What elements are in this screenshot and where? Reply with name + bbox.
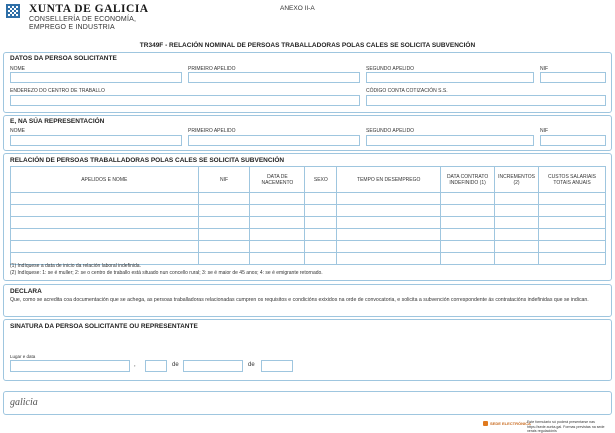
table-cell[interactable] xyxy=(198,217,250,229)
de-separator-2: de xyxy=(248,362,255,368)
galicia-logo: galicia xyxy=(10,397,38,408)
table-cell[interactable] xyxy=(539,193,606,205)
table-cell[interactable] xyxy=(198,241,250,253)
sede-electronica-icon xyxy=(483,421,488,426)
table-row xyxy=(11,193,606,205)
section-title-solicitante: DATOS DA PERSOA SOLICITANTE xyxy=(10,55,117,62)
label-rep-nome: NOME xyxy=(10,128,25,134)
col-sexo: SEXO xyxy=(305,167,337,193)
label-rep-segundo-apelido: SEGUNDO APELIDO xyxy=(366,128,415,134)
table-row xyxy=(11,241,606,253)
label-lugar-data: Lugar e data xyxy=(10,354,36,359)
enderezo-field[interactable] xyxy=(10,95,360,106)
table-cell[interactable] xyxy=(539,229,606,241)
year-field[interactable] xyxy=(261,360,293,372)
table-cell[interactable] xyxy=(250,229,305,241)
table-cell[interactable] xyxy=(250,253,305,265)
table-cell[interactable] xyxy=(11,205,199,217)
lugar-field[interactable] xyxy=(10,360,130,372)
table-cell[interactable] xyxy=(198,229,250,241)
table-cell[interactable] xyxy=(250,241,305,253)
table-cell[interactable] xyxy=(198,193,250,205)
workers-table xyxy=(10,166,606,265)
col-incrementos-line-1: INCREMENTOS xyxy=(498,173,535,180)
table-cell[interactable] xyxy=(11,193,199,205)
col-data-contrato-line-1: DATA CONTRATO xyxy=(446,173,489,180)
table-row xyxy=(11,205,606,217)
footer-box xyxy=(3,391,612,415)
label-nome: NOME xyxy=(10,66,25,72)
table-cell[interactable] xyxy=(11,217,199,229)
col-data-contrato-line-2: INDEFINIDO (1) xyxy=(449,179,486,186)
table-cell[interactable] xyxy=(495,205,539,217)
table-cell[interactable] xyxy=(305,253,337,265)
table-cell[interactable] xyxy=(441,253,495,265)
sede-electronica-label: SEDE ELECTRÓNICA xyxy=(490,421,531,426)
rep-primeiro-apelido-field[interactable] xyxy=(188,135,360,146)
label-rep-nif: NIF xyxy=(540,128,549,134)
nif-field[interactable] xyxy=(540,72,606,83)
table-header-row xyxy=(11,167,606,193)
segundo-apelido-field[interactable] xyxy=(366,72,534,83)
declara-text: Que, como se acredita coa documentación que se achega, as persoas traballadoras relacionadas cumpren os requisitos e condicións exixidos na orde de convocatoria, e solicita a subvención correspondente ás contratacións indefinidas que se indican. xyxy=(10,297,589,303)
rep-segundo-apelido-field[interactable] xyxy=(366,135,534,146)
xunta-logo-icon xyxy=(6,4,20,18)
table-cell[interactable] xyxy=(198,205,250,217)
label-rep-primeiro-apelido: PRIMEIRO APELIDO xyxy=(188,128,236,134)
table-cell[interactable] xyxy=(495,193,539,205)
table-cell[interactable] xyxy=(539,217,606,229)
section-title-relacion: RELACIÓN DE PERSOAS TRABALLADORAS POLAS CALES SE SOLICITA SUBVENCIÓN xyxy=(10,157,285,164)
col-data-nacemento xyxy=(250,167,305,193)
primeiro-apelido-field[interactable] xyxy=(188,72,360,83)
rep-nif-field[interactable] xyxy=(540,135,606,146)
label-segundo-apelido: SEGUNDO APELIDO xyxy=(366,66,415,72)
table-cell[interactable] xyxy=(337,217,441,229)
section-title-representacion: E, NA SÚA REPRESENTACIÓN xyxy=(10,118,105,125)
col-custos-salariais xyxy=(539,167,606,193)
page-header xyxy=(0,0,615,40)
table-cell[interactable] xyxy=(337,229,441,241)
table-cell[interactable] xyxy=(305,193,337,205)
table-cell[interactable] xyxy=(337,205,441,217)
table-cell[interactable] xyxy=(337,193,441,205)
department-line-1: CONSELLERÍA DE ECONOMÍA, xyxy=(29,16,137,23)
footnote-2: (2) Indíquese: 1: se é muller; 2: se o centro de traballo está situado nun concello rural; 3: se é maior de 45 anos; 4: se é emigrante retornado. xyxy=(10,270,323,276)
col-custos-line-2: TOTAIS ANUAIS xyxy=(553,179,591,186)
table-cell[interactable] xyxy=(305,205,337,217)
table-cell[interactable] xyxy=(305,241,337,253)
de-separator-1: de xyxy=(172,362,179,368)
label-nif: NIF xyxy=(540,66,549,72)
table-cell[interactable] xyxy=(11,241,199,253)
table-cell[interactable] xyxy=(539,253,606,265)
table-cell[interactable] xyxy=(337,253,441,265)
form-title: TR349F - RELACIÓN NOMINAL DE PERSOAS TRABALLADORAS POLAS CALES SE SOLICITA SUBVENCIÓN xyxy=(139,42,476,49)
nome-field[interactable] xyxy=(10,72,182,83)
department-line-2: EMPREGO E INDUSTRIA xyxy=(29,24,115,31)
table-cell[interactable] xyxy=(250,217,305,229)
table-cell[interactable] xyxy=(539,205,606,217)
table-cell[interactable] xyxy=(441,205,495,217)
org-name: XUNTA DE GALICIA xyxy=(29,3,149,15)
col-apelidos-nome: APELIDOS E NOME xyxy=(11,167,199,193)
col-data-contrato xyxy=(441,167,495,193)
table-cell[interactable] xyxy=(305,217,337,229)
table-cell[interactable] xyxy=(441,229,495,241)
table-cell[interactable] xyxy=(250,205,305,217)
table-cell[interactable] xyxy=(305,229,337,241)
table-cell[interactable] xyxy=(441,217,495,229)
col-data-nacemento-line-2: NACEMENTO xyxy=(261,179,294,186)
table-cell[interactable] xyxy=(441,241,495,253)
table-cell[interactable] xyxy=(495,217,539,229)
col-nif: NIF xyxy=(198,167,250,193)
month-field[interactable] xyxy=(183,360,243,372)
footer-note: Este formulario só poderá presentarse nas https://sede.xunta.gal. Formas previstas na sede xerais regulaciónis xyxy=(527,420,605,433)
footnote-1: (1) Indíquese a data de inicio da relación laboral indefinida. xyxy=(10,263,141,269)
table-cell[interactable] xyxy=(495,253,539,265)
section-title-sinatura: SINATURA DA PERSOA SOLICITANTE OU REPRESENTANTE xyxy=(10,323,198,330)
table-cell[interactable] xyxy=(495,241,539,253)
col-data-nacemento-line-1: DATA DE xyxy=(267,173,288,180)
col-incrementos-line-2: (2) xyxy=(513,179,520,186)
codigo-conta-field[interactable] xyxy=(366,95,606,106)
table-cell[interactable] xyxy=(495,229,539,241)
rep-nome-field[interactable] xyxy=(10,135,182,146)
table-row xyxy=(11,229,606,241)
annex-label: ANEXO II-A xyxy=(280,5,315,12)
col-tempo-desemprego: TEMPO EN DESEMPREGO xyxy=(337,167,441,193)
department-name xyxy=(29,16,136,32)
label-codigo-conta: CÓDIGO CONTA COTIZACIÓN S.S. xyxy=(366,88,448,94)
col-incrementos xyxy=(495,167,539,193)
table-cell[interactable] xyxy=(539,241,606,253)
table-cell[interactable] xyxy=(337,241,441,253)
table-cell[interactable] xyxy=(250,193,305,205)
section-title-declara: DECLARA xyxy=(10,288,42,295)
table-cell[interactable] xyxy=(11,229,199,241)
label-enderezo: ENDEREZO DO CENTRO DE TRABALLO xyxy=(10,88,105,94)
table-row xyxy=(11,217,606,229)
table-cell[interactable] xyxy=(198,253,250,265)
comma-separator: , xyxy=(134,362,136,368)
table-cell[interactable] xyxy=(441,193,495,205)
label-primeiro-apelido: PRIMEIRO APELIDO xyxy=(188,66,236,72)
day-field[interactable] xyxy=(145,360,167,372)
col-custos-line-1: CUSTOS SALARIAIS xyxy=(548,173,597,180)
